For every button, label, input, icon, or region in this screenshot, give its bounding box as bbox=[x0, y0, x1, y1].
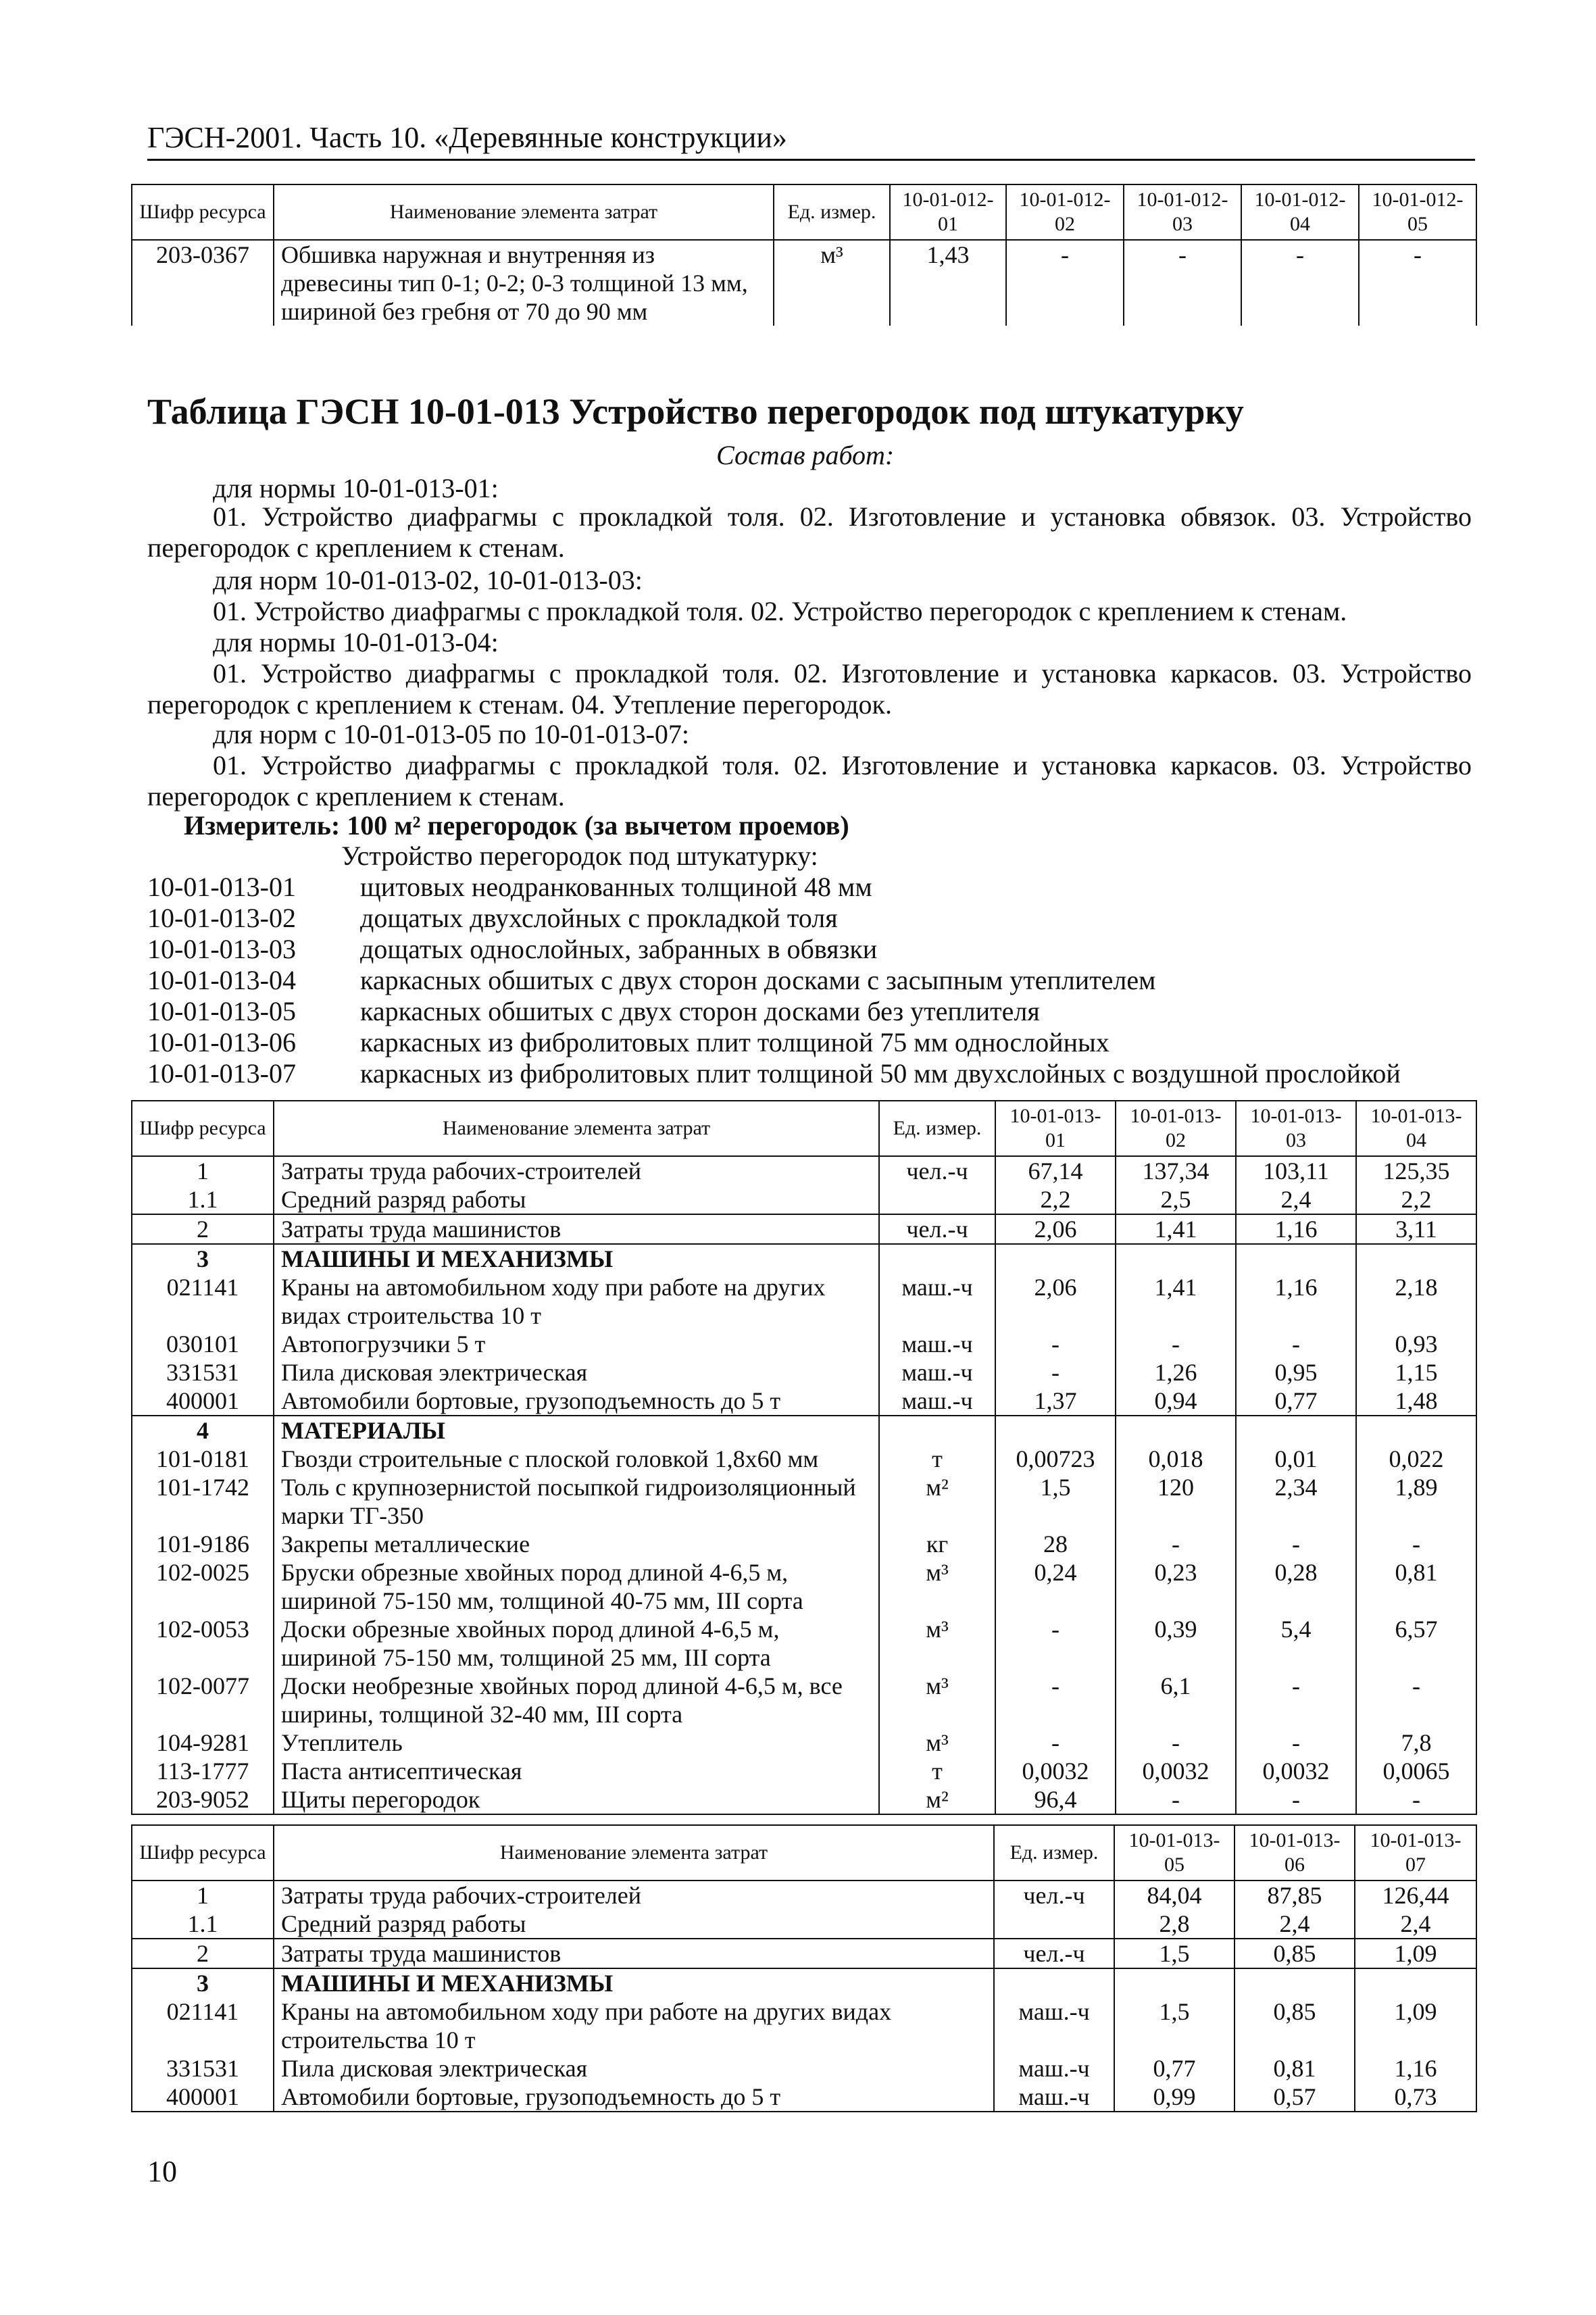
unit-cell: маш.-ч bbox=[994, 2054, 1114, 2083]
norm-value: 125,35 bbox=[1356, 1156, 1476, 1185]
resource-code: 4 bbox=[132, 1416, 274, 1445]
resource-code: 101-9186 bbox=[132, 1530, 274, 1558]
resource-code: 1.1 bbox=[132, 1185, 274, 1214]
variant-description: щитовых неодранкованных толщиной 48 мм bbox=[360, 872, 872, 902]
variant-description: каркасных из фибролитовых плит толщиной 50 мм двухслойных с воздушной прослойкой bbox=[360, 1058, 1401, 1089]
norm-value: - bbox=[1356, 1785, 1476, 1814]
norm-value: 2,5 bbox=[1116, 1185, 1236, 1214]
norm-value: 0,85 bbox=[1235, 1939, 1355, 1968]
cost-element-name: Утеплитель bbox=[274, 1728, 879, 1757]
unit-cell: м³ bbox=[879, 1615, 995, 1672]
norm-value bbox=[1116, 1244, 1236, 1273]
column-header: 10-01-012-01 bbox=[890, 184, 1006, 240]
norm-value: 3,11 bbox=[1356, 1214, 1476, 1244]
norm-value: 0,24 bbox=[995, 1558, 1116, 1615]
norm-value: 96,4 bbox=[995, 1785, 1116, 1814]
cost-element-name: МАШИНЫ И МЕХАНИЗМЫ bbox=[274, 1244, 879, 1273]
column-header: Наименование элемента затрат bbox=[274, 1825, 994, 1881]
norm-value bbox=[1355, 1968, 1476, 1997]
column-header: 10-01-013-06 bbox=[1235, 1825, 1355, 1881]
norm-value: - bbox=[1359, 240, 1476, 326]
norm-value: 1,48 bbox=[1356, 1387, 1476, 1416]
resource-code: 021141 bbox=[132, 1273, 274, 1330]
table-row bbox=[132, 240, 1476, 326]
resource-code: 400001 bbox=[132, 1387, 274, 1416]
norm-value: 1,16 bbox=[1236, 1214, 1356, 1244]
norm-value: 6,57 bbox=[1356, 1615, 1476, 1672]
norm-value: - bbox=[995, 1672, 1116, 1728]
unit-cell: маш.-ч bbox=[879, 1330, 995, 1358]
table-row bbox=[132, 1615, 1476, 1672]
unit-cell: м³ bbox=[879, 1558, 995, 1615]
cost-element-name: Краны на автомобильном ходу при работе на других видах строительства 10 т bbox=[274, 1273, 879, 1330]
unit-cell bbox=[879, 1416, 995, 1445]
table-row bbox=[132, 2083, 1476, 2112]
table-row bbox=[132, 1244, 1476, 1273]
variant-code: 10-01-013-05 bbox=[147, 996, 296, 1026]
variant-description: дощатых двухслойных с прокладкой толя bbox=[360, 903, 838, 933]
cost-element-name: Средний разряд работы bbox=[274, 1910, 994, 1939]
table-row bbox=[132, 1387, 1476, 1416]
norm-value bbox=[995, 1416, 1116, 1445]
column-header: 10-01-012-02 bbox=[1006, 184, 1124, 240]
resource-code: 102-0025 bbox=[132, 1558, 274, 1615]
table-row bbox=[132, 1445, 1476, 1473]
cost-element-name: Затраты труда машинистов bbox=[274, 1939, 994, 1968]
table-row bbox=[132, 1968, 1476, 1997]
norm-value: - bbox=[1236, 1530, 1356, 1558]
norm-value: 2,18 bbox=[1356, 1273, 1476, 1330]
norm-value bbox=[1114, 1968, 1235, 1997]
column-header: Ед. измер. bbox=[994, 1825, 1114, 1881]
column-header: Шифр ресурса bbox=[132, 1825, 274, 1881]
resource-code: 101-1742 bbox=[132, 1473, 274, 1530]
unit-cell: маш.-ч bbox=[994, 2083, 1114, 2112]
column-header: 10-01-012-03 bbox=[1124, 184, 1241, 240]
cost-element-name: Средний разряд работы bbox=[274, 1185, 879, 1214]
unit-cell: чел.-ч bbox=[994, 1939, 1114, 1968]
norm-value: 0,0032 bbox=[1236, 1757, 1356, 1785]
norm-value: 0,0065 bbox=[1356, 1757, 1476, 1785]
variant-description: каркасных обшитых с двух сторон досками с засыпным утеплителем bbox=[360, 965, 1156, 995]
composition-text: 01. Устройство диафрагмы с прокладкой толя. 02. Изготовление и установка каркасов. 03. Устройство перегородок с креплением к стенам. 04. Утепление перегородок. bbox=[147, 658, 1472, 720]
resource-code: 030101 bbox=[132, 1330, 274, 1358]
table-top bbox=[131, 184, 1477, 326]
variant-description: каркасных из фибролитовых плит толщиной 75 мм однослойных bbox=[360, 1027, 1109, 1057]
variant-description: дощатых однослойных, забранных в обвязки bbox=[360, 934, 878, 964]
cost-element-name: МАШИНЫ И МЕХАНИЗМЫ bbox=[274, 1968, 994, 1997]
norm-value: 2,06 bbox=[995, 1273, 1116, 1330]
resource-code: 1.1 bbox=[132, 1910, 274, 1939]
composition-label: Состав работ: bbox=[716, 440, 895, 470]
norm-value: - bbox=[995, 1330, 1116, 1358]
norm-value: 0,39 bbox=[1116, 1615, 1236, 1672]
norm-value: 1,89 bbox=[1356, 1473, 1476, 1530]
unit-cell: м³ bbox=[879, 1672, 995, 1728]
resource-code: 331531 bbox=[132, 2054, 274, 2083]
unit-cell: м² bbox=[879, 1473, 995, 1530]
resource-code: 1 bbox=[132, 1881, 274, 1910]
norm-value: 2,8 bbox=[1114, 1910, 1235, 1939]
unit-cell: м³ bbox=[879, 1728, 995, 1757]
column-header: 10-01-013-01 bbox=[995, 1101, 1116, 1156]
cost-element-name: Автомобили бортовые, грузоподъемность до 5 т bbox=[274, 2083, 994, 2112]
table-row bbox=[132, 1997, 1476, 2054]
norm-value: 1,09 bbox=[1355, 1939, 1476, 1968]
norm-value: 7,8 bbox=[1356, 1728, 1476, 1757]
unit-cell: т bbox=[879, 1445, 995, 1473]
resource-code: 104-9281 bbox=[132, 1728, 274, 1757]
norm-value: 126,44 bbox=[1355, 1881, 1476, 1910]
norm-value: 1,5 bbox=[995, 1473, 1116, 1530]
resource-code: 3 bbox=[132, 1244, 274, 1273]
table-row bbox=[132, 1558, 1476, 1615]
cost-element-name: Затраты труда машинистов bbox=[274, 1214, 879, 1244]
norm-value: - bbox=[1116, 1728, 1236, 1757]
variants-title: Устройство перегородок под штукатурку: bbox=[341, 841, 818, 871]
norm-value: 2,4 bbox=[1235, 1910, 1355, 1939]
norm-value: - bbox=[1241, 240, 1359, 326]
norm-value: 0,0032 bbox=[995, 1757, 1116, 1785]
norm-value: 1,26 bbox=[1116, 1358, 1236, 1387]
resource-code: 102-0053 bbox=[132, 1615, 274, 1672]
norm-value: 1,15 bbox=[1356, 1358, 1476, 1387]
norm-value: 137,34 bbox=[1116, 1156, 1236, 1185]
cost-element-name: Паста антисептическая bbox=[274, 1757, 879, 1785]
norm-value: 0,77 bbox=[1236, 1387, 1356, 1416]
table-a bbox=[131, 1100, 1477, 1815]
norm-value: 5,4 bbox=[1236, 1615, 1356, 1672]
norm-value: - bbox=[995, 1728, 1116, 1757]
column-header: 10-01-012-04 bbox=[1241, 184, 1359, 240]
table-row bbox=[132, 1530, 1476, 1558]
resource-code: 1 bbox=[132, 1156, 274, 1185]
norm-value: - bbox=[1006, 240, 1124, 326]
norm-value: 1,41 bbox=[1116, 1214, 1236, 1244]
norm-value: 103,11 bbox=[1236, 1156, 1356, 1185]
norm-value: - bbox=[1236, 1785, 1356, 1814]
norm-value: 1,16 bbox=[1236, 1273, 1356, 1330]
resource-code: 113-1777 bbox=[132, 1757, 274, 1785]
norm-value: 0,95 bbox=[1236, 1358, 1356, 1387]
unit-cell: маш.-ч bbox=[994, 1997, 1114, 2054]
variant-code: 10-01-013-03 bbox=[147, 934, 296, 964]
resource-code: 2 bbox=[132, 1214, 274, 1244]
column-header: 10-01-013-02 bbox=[1116, 1101, 1236, 1156]
column-header: Шифр ресурса bbox=[132, 184, 274, 240]
cost-element-name: Пила дисковая электрическая bbox=[274, 2054, 994, 2083]
norm-value: - bbox=[1236, 1330, 1356, 1358]
norm-value: 1,5 bbox=[1114, 1939, 1235, 1968]
norm-value: - bbox=[1116, 1330, 1236, 1358]
resource-code: 2 bbox=[132, 1939, 274, 1968]
norm-value: 120 bbox=[1116, 1473, 1236, 1530]
norm-value bbox=[995, 1244, 1116, 1273]
composition-text: 01. Устройство диафрагмы с прокладкой толя. 02. Изготовление и установка каркасов. 03. Устройство перегородок с креплением к стенам. bbox=[147, 750, 1472, 812]
cost-element-name: Затраты труда рабочих-строителей bbox=[274, 1156, 879, 1185]
norm-value: 2,2 bbox=[995, 1185, 1116, 1214]
variant-code: 10-01-013-07 bbox=[147, 1058, 296, 1089]
norm-value: - bbox=[1356, 1530, 1476, 1558]
column-header: 10-01-012-05 bbox=[1359, 184, 1476, 240]
table-row bbox=[132, 1156, 1476, 1185]
page-number: 10 bbox=[147, 2155, 177, 2188]
norm-value: 0,0032 bbox=[1116, 1757, 1236, 1785]
cost-element-name: Доски обрезные хвойных пород длиной 4-6,5 м, шириной 75-150 мм, толщиной 25 мм, III сорта bbox=[274, 1615, 879, 1672]
column-header: Наименование элемента затрат bbox=[274, 1101, 879, 1156]
norm-value: - bbox=[995, 1358, 1116, 1387]
variant-description: каркасных обшитых с двух сторон досками без утеплителя bbox=[360, 996, 1040, 1026]
table-row bbox=[132, 1672, 1476, 1728]
cost-element-name: Автомобили бортовые, грузоподъемность до 5 т bbox=[274, 1387, 879, 1416]
norm-value: 0,00723 bbox=[995, 1445, 1116, 1473]
table-row bbox=[132, 2054, 1476, 2083]
norm-value: 67,14 bbox=[995, 1156, 1116, 1185]
unit-cell: чел.-ч bbox=[879, 1214, 995, 1244]
cost-element-name: Обшивка наружная и внутренняя из древесины тип 0-1; 0-2; 0-3 толщиной 13 мм, шириной без гребня от 70 до 90 мм bbox=[274, 240, 774, 326]
unit-cell bbox=[879, 1185, 995, 1214]
norm-value bbox=[1116, 1416, 1236, 1445]
variant-code: 10-01-013-02 bbox=[147, 903, 296, 933]
norm-value: - bbox=[1356, 1672, 1476, 1728]
norm-value: 2,2 bbox=[1356, 1185, 1476, 1214]
norm-value: 0,01 bbox=[1236, 1445, 1356, 1473]
norm-value: 1,37 bbox=[995, 1387, 1116, 1416]
table-row bbox=[132, 1330, 1476, 1358]
column-header: Ед. измер. bbox=[879, 1101, 995, 1156]
unit-cell: маш.-ч bbox=[879, 1273, 995, 1330]
unit-cell bbox=[879, 1244, 995, 1273]
norm-value: 0,28 bbox=[1236, 1558, 1356, 1615]
column-header: 10-01-013-03 bbox=[1236, 1101, 1356, 1156]
unit-cell bbox=[994, 1968, 1114, 1997]
table-row bbox=[132, 1416, 1476, 1445]
composition-norm: для нормы 10-01-013-04: bbox=[213, 627, 499, 657]
norm-value: 1,16 bbox=[1355, 2054, 1476, 2083]
table-b bbox=[131, 1824, 1477, 2112]
column-header: Ед. измер. bbox=[774, 184, 890, 240]
norm-value: 2,34 bbox=[1236, 1473, 1356, 1530]
norm-value: 2,06 bbox=[995, 1214, 1116, 1244]
norm-value: - bbox=[1116, 1785, 1236, 1814]
norm-value: 0,81 bbox=[1235, 2054, 1355, 2083]
column-header: Шифр ресурса bbox=[132, 1101, 274, 1156]
norm-value: 1,09 bbox=[1355, 1997, 1476, 2054]
norm-value: 28 bbox=[995, 1530, 1116, 1558]
unit-cell: чел.-ч bbox=[879, 1156, 995, 1185]
cost-element-name: Автопогрузчики 5 т bbox=[274, 1330, 879, 1358]
norm-value: 0,018 bbox=[1116, 1445, 1236, 1473]
table-row bbox=[132, 1910, 1476, 1939]
resource-code: 331531 bbox=[132, 1358, 274, 1387]
resource-code: 101-0181 bbox=[132, 1445, 274, 1473]
table-row bbox=[132, 1273, 1476, 1330]
norm-value: 0,81 bbox=[1356, 1558, 1476, 1615]
variant-code: 10-01-013-06 bbox=[147, 1027, 296, 1057]
norm-value: 0,77 bbox=[1114, 2054, 1235, 2083]
table-row bbox=[132, 1358, 1476, 1387]
unit-cell bbox=[994, 1910, 1114, 1939]
running-header: ГЭСН-2001. Часть 10. «Деревянные конструкции» bbox=[147, 120, 1475, 161]
unit-cell: чел.-ч bbox=[994, 1881, 1114, 1910]
norm-value bbox=[1236, 1416, 1356, 1445]
cost-element-name: Бруски обрезные хвойных пород длиной 4-6,5 м, шириной 75-150 мм, толщиной 40-75 мм, III сорта bbox=[274, 1558, 879, 1615]
norm-value: 84,04 bbox=[1114, 1881, 1235, 1910]
norm-value: 2,4 bbox=[1236, 1185, 1356, 1214]
norm-value: 0,85 bbox=[1235, 1997, 1355, 2054]
cost-element-name: Краны на автомобильном ходу при работе на других видах строительства 10 т bbox=[274, 1997, 994, 2054]
cost-element-name: Пила дисковая электрическая bbox=[274, 1358, 879, 1387]
variant-code: 10-01-013-01 bbox=[147, 872, 296, 902]
norm-value bbox=[1356, 1244, 1476, 1273]
unit-cell: маш.-ч bbox=[879, 1387, 995, 1416]
resource-code: 400001 bbox=[132, 2083, 274, 2112]
column-header: Наименование элемента затрат bbox=[274, 184, 774, 240]
norm-value bbox=[1235, 1968, 1355, 1997]
table-row bbox=[132, 1473, 1476, 1530]
norm-value bbox=[1236, 1244, 1356, 1273]
column-header: 10-01-013-04 bbox=[1356, 1101, 1476, 1156]
table-row bbox=[132, 1757, 1476, 1785]
table-row bbox=[132, 1185, 1476, 1214]
norm-value: 1,43 bbox=[890, 240, 1006, 326]
norm-value: 0,022 bbox=[1356, 1445, 1476, 1473]
column-header: 10-01-013-05 bbox=[1114, 1825, 1235, 1881]
section-title: Таблица ГЭСН 10-01-013 Устройство перегородок под штукатурку bbox=[147, 391, 1244, 432]
norm-value: - bbox=[1236, 1728, 1356, 1757]
norm-value bbox=[1356, 1416, 1476, 1445]
composition-norm: для нормы 10-01-013-01: bbox=[213, 473, 499, 503]
unit-cell: т bbox=[879, 1757, 995, 1785]
cost-element-name: Закрепы металлические bbox=[274, 1530, 879, 1558]
norm-value: - bbox=[1116, 1530, 1236, 1558]
norm-value: - bbox=[995, 1615, 1116, 1672]
unit-cell: м² bbox=[879, 1785, 995, 1814]
norm-value: - bbox=[1124, 240, 1241, 326]
composition-norm: для норм 10-01-013-02, 10-01-013-03: bbox=[213, 565, 643, 595]
cost-element-name: Затраты труда рабочих-строителей bbox=[274, 1881, 994, 1910]
norm-value: 0,99 bbox=[1114, 2083, 1235, 2112]
norm-value: - bbox=[1236, 1672, 1356, 1728]
column-header: 10-01-013-07 bbox=[1355, 1825, 1476, 1881]
norm-value: 6,1 bbox=[1116, 1672, 1236, 1728]
norm-value: 1,41 bbox=[1116, 1273, 1236, 1330]
composition-norm: для норм с 10-01-013-05 по 10-01-013-07: bbox=[213, 719, 690, 749]
resource-code: 203-0367 bbox=[132, 240, 274, 326]
norm-value: 0,93 bbox=[1356, 1330, 1476, 1358]
cost-element-name: Толь с крупнозернистой посыпкой гидроизоляционный марки ТГ-350 bbox=[274, 1473, 879, 1530]
table-row bbox=[132, 1728, 1476, 1757]
cost-element-name: Щиты перегородок bbox=[274, 1785, 879, 1814]
resource-code: 203-9052 bbox=[132, 1785, 274, 1814]
table-row bbox=[132, 1881, 1476, 1910]
norm-value: 2,4 bbox=[1355, 1910, 1476, 1939]
variant-code: 10-01-013-04 bbox=[147, 965, 296, 995]
table-row bbox=[132, 1939, 1476, 1968]
norm-value: 0,57 bbox=[1235, 2083, 1355, 2112]
cost-element-name: МАТЕРИАЛЫ bbox=[274, 1416, 879, 1445]
resource-code: 021141 bbox=[132, 1997, 274, 2054]
norm-value: 87,85 bbox=[1235, 1881, 1355, 1910]
composition-text: 01. Устройство диафрагмы с прокладкой толя. 02. Устройство перегородок с креплением к стенам. bbox=[213, 596, 1347, 626]
composition-text: 01. Устройство диафрагмы с прокладкой толя. 02. Изготовление и установка обвязок. 03. Устройство перегородок с креплением к стенам. bbox=[147, 501, 1472, 563]
table-row bbox=[132, 1214, 1476, 1244]
unit-cell: маш.-ч bbox=[879, 1358, 995, 1387]
norm-value: 1,5 bbox=[1114, 1997, 1235, 2054]
norm-value: 0,73 bbox=[1355, 2083, 1476, 2112]
resource-code: 3 bbox=[132, 1968, 274, 1997]
unit-cell: м³ bbox=[774, 240, 890, 326]
unit-cell: кг bbox=[879, 1530, 995, 1558]
norm-value: 0,94 bbox=[1116, 1387, 1236, 1416]
cost-element-name: Доски необрезные хвойных пород длиной 4-6,5 м, все ширины, толщиной 32-40 мм, III сорта bbox=[274, 1672, 879, 1728]
norm-value: 0,23 bbox=[1116, 1558, 1236, 1615]
table-row bbox=[132, 1785, 1476, 1814]
resource-code: 102-0077 bbox=[132, 1672, 274, 1728]
measure-line: Измеритель: 100 м² перегородок (за вычетом проемов) bbox=[184, 810, 849, 841]
cost-element-name: Гвозди строительные с плоской головкой 1,8x60 мм bbox=[274, 1445, 879, 1473]
